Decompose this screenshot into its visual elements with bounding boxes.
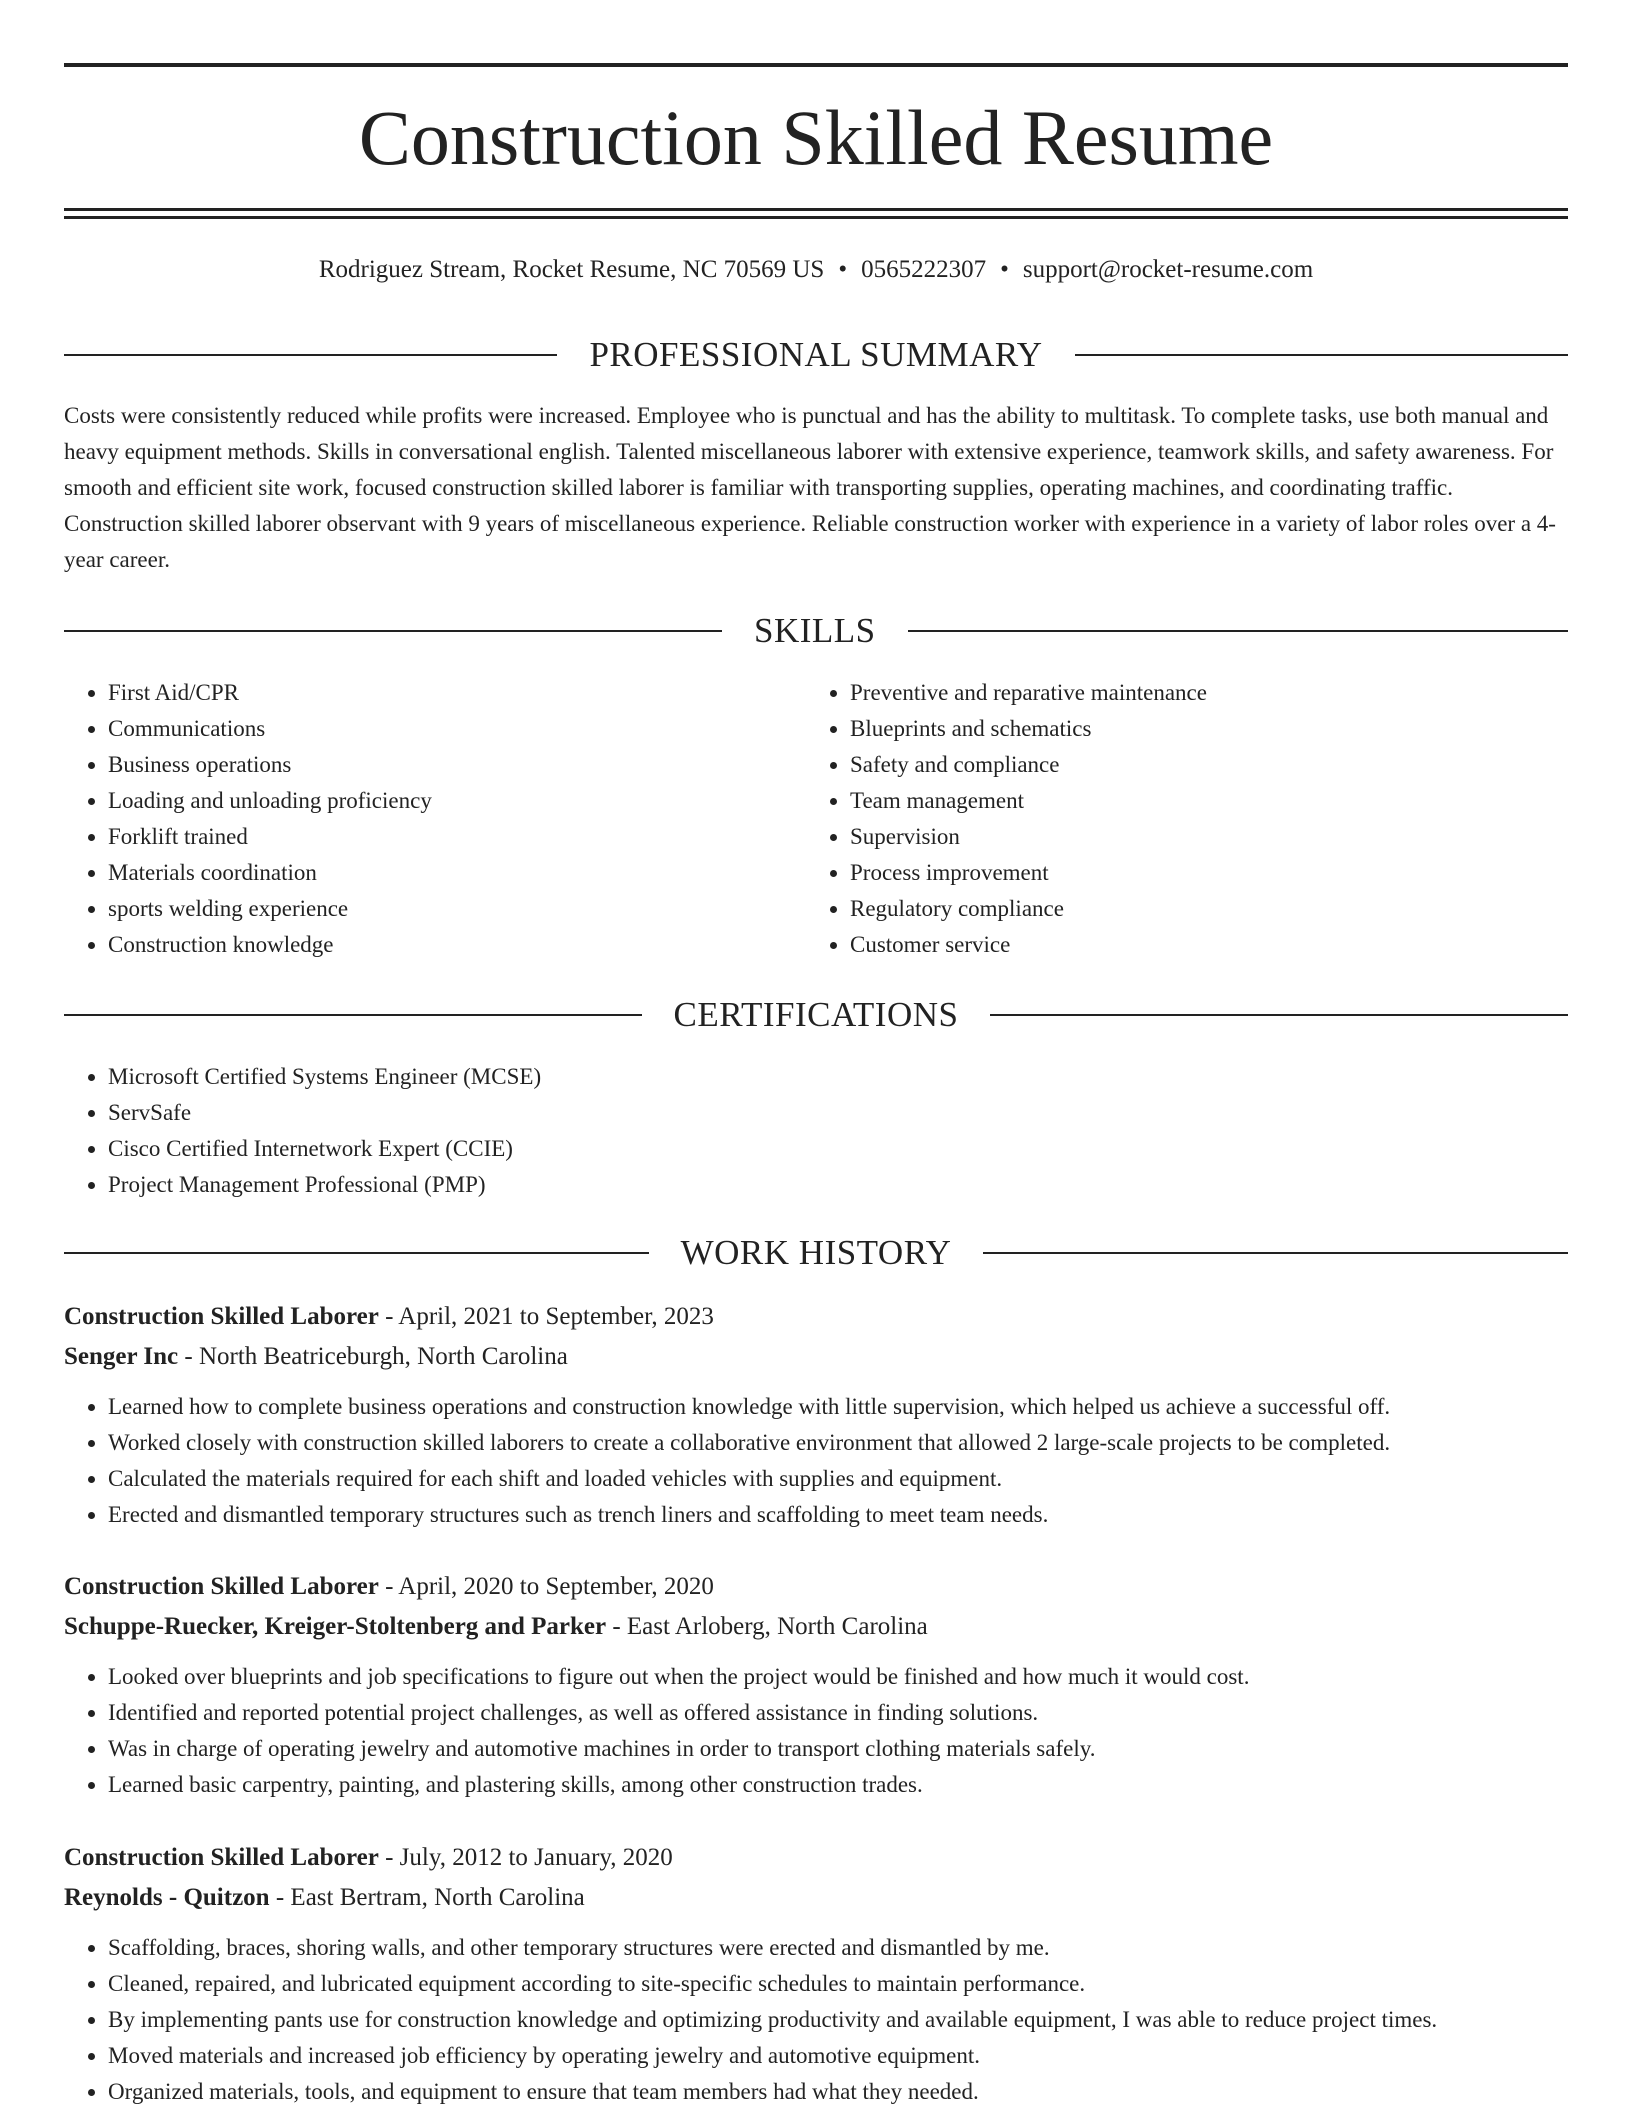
job-title: Construction Skilled Laborer [64, 1303, 379, 1330]
skills-heading [64, 609, 1568, 653]
job-title: Construction Skilled Laborer [64, 1844, 379, 1871]
summary-text: Costs were consistently reduced while profits were increased. Employee who is punctual and has the ability to multitask. To complete tasks, use both manual and heavy equipment methods. Skills in conversational english. Talented miscellaneous laborer with extensive experience, teamwork skills, and safety awareness. For smooth and efficient site work, focused construction skilled laborer is familiar with transporting supplies, operating machines, and coordinating traffic. Construction skilled laborer observant with 9 years of miscellaneous experience. Reliable construction worker with experience in a variety of labor roles over a 4-year career. [64, 403, 1556, 572]
job-bullet: • Erected and dismantled temporary structures such as trench liners and scaffolding to meet team needs. [108, 1497, 1568, 1533]
skill-item: • Supervision [850, 819, 1610, 855]
job-bullet: • Calculated the materials required for each shift and loaded vehicles with supplies and equipment. [108, 1461, 1568, 1497]
summary-heading-label: PROFESSIONAL SUMMARY [589, 335, 1043, 374]
heading-rule-right [990, 1014, 1568, 1016]
skill-item: • Business operations [108, 747, 808, 783]
skill-item: • sports welding experience [108, 891, 808, 927]
job-dates: - April, 2021 to September, 2023 [378, 1303, 714, 1330]
job-bullet: • Scaffolding, braces, shoring walls, and other temporary structures were erected and dismantled by me. [108, 1930, 1568, 1966]
job-title: Construction Skilled Laborer [64, 1573, 379, 1600]
job-bullet: • Looked over blueprints and job specifications to figure out when the project would be finished and how much it would cost. [108, 1659, 1568, 1695]
heading-rule-left [64, 1014, 642, 1016]
job-bullet: • Worked closely with construction skilled laborers to create a collaborative environment that allowed 2 large-scale projects to be completed. [108, 1425, 1568, 1461]
contact-separator: • [1000, 256, 1009, 283]
job-bullets [64, 1930, 1568, 2110]
contact-separator: • [838, 256, 848, 283]
certification-item: • Cisco Certified Internetwork Expert (CCIE) [108, 1131, 1612, 1167]
certification-item: • Microsoft Certified Systems Engineer (MCSE) [108, 1059, 1612, 1095]
skill-item: • Safety and compliance [850, 747, 1610, 783]
job-employer [64, 1607, 1568, 1647]
certifications-heading [64, 993, 1568, 1037]
skill-item: • Process improvement [850, 855, 1610, 891]
skill-item: • First Aid/CPR [108, 675, 808, 711]
job-bullet: • Was in charge of operating jewelry and automotive machines in order to transport clothing materials safely. [108, 1731, 1568, 1767]
job-dates: - April, 2020 to September, 2020 [378, 1573, 714, 1600]
skill-item: • Communications [108, 711, 808, 747]
job-bullet: • Moved materials and increased job efficiency by operating jewelry and automotive equipment. [108, 2038, 1568, 2074]
job-location: - North Beatriceburgh, North Carolina [178, 1343, 568, 1370]
job-employer [64, 1878, 1568, 1918]
heading-rule-right [908, 630, 1568, 632]
job-bullet: • Cleaned, repaired, and lubricated equipment according to site-specific schedules to maintain performance. [108, 1966, 1568, 2002]
job-header [64, 1567, 1568, 1607]
heading-rule-right [1075, 354, 1568, 356]
job-bullet: • Learned how to complete business operations and construction knowledge with little supervision, which helped us achieve a successful off. [108, 1389, 1568, 1425]
skill-item: • Team management [850, 783, 1610, 819]
top-divider [64, 63, 1568, 67]
job-employer [64, 1337, 1568, 1377]
certifications-list [64, 1059, 1612, 1203]
skill-item: • Materials coordination [108, 855, 808, 891]
job-bullet: • Organized materials, tools, and equipment to ensure that team members had what they needed. [108, 2074, 1568, 2110]
company-name: Reynolds - Quitzon [64, 1884, 270, 1911]
work-entry [64, 1567, 1568, 1803]
job-bullets [64, 1659, 1568, 1803]
job-location: - East Arloberg, North Carolina [606, 1613, 928, 1640]
skill-item: • Loading and unloading proficiency [108, 783, 808, 819]
skill-item: • Regulatory compliance [850, 891, 1610, 927]
title-divider-upper [64, 208, 1568, 211]
skills-list-right [806, 675, 1610, 963]
heading-rule-left [64, 1252, 649, 1254]
job-location: - East Bertram, North Carolina [269, 1884, 585, 1911]
skill-item: • Customer service [850, 927, 1610, 963]
certification-item: • ServSafe [108, 1095, 1612, 1131]
job-bullet: • By implementing pants use for construction knowledge and optimizing productivity and available equipment, I was able to reduce project times. [108, 2002, 1568, 2038]
heading-rule-left [64, 630, 722, 632]
company-name: Schuppe-Ruecker, Kreiger-Stoltenberg and Parker [64, 1613, 607, 1640]
work-entry [64, 1297, 1568, 1533]
skill-item: • Construction knowledge [108, 927, 808, 963]
skill-item: • Blueprints and schematics [850, 711, 1610, 747]
contact-address: Rodriguez Stream, Rocket Resume, NC 70569 US [318, 256, 825, 283]
work-entry [64, 1838, 1568, 2110]
skill-item: • Preventive and reparative maintenance [850, 675, 1610, 711]
job-bullet: • Identified and reported potential project challenges, as well as offered assistance in finding solutions. [108, 1695, 1568, 1731]
contact-email: support@rocket-resume.com [1022, 256, 1314, 283]
job-bullet: • Learned basic carpentry, painting, and plastering skills, among other construction trades. [108, 1767, 1568, 1803]
contact-phone: 0565222307 [861, 256, 987, 283]
contact-line [64, 254, 1568, 286]
skills-list-left [64, 675, 808, 963]
resume-title: Construction Skilled Resume [358, 94, 1274, 181]
company-name: Senger Inc [64, 1343, 179, 1370]
skill-item: • Forklift trained [108, 819, 808, 855]
skills-heading-label: SKILLS [754, 611, 876, 650]
summary-heading [64, 333, 1568, 377]
job-header [64, 1297, 1568, 1337]
heading-rule-left [64, 354, 557, 356]
certifications-heading-label: CERTIFICATIONS [673, 995, 959, 1034]
heading-rule-right [983, 1252, 1568, 1254]
work-history-heading [64, 1231, 1568, 1275]
work-history-heading-label: WORK HISTORY [680, 1233, 952, 1272]
title-divider-lower [64, 216, 1568, 219]
job-header [64, 1838, 1568, 1878]
certification-item: • Project Management Professional (PMP) [108, 1167, 1612, 1203]
job-dates: - July, 2012 to January, 2020 [378, 1844, 673, 1871]
job-bullets [64, 1389, 1568, 1533]
